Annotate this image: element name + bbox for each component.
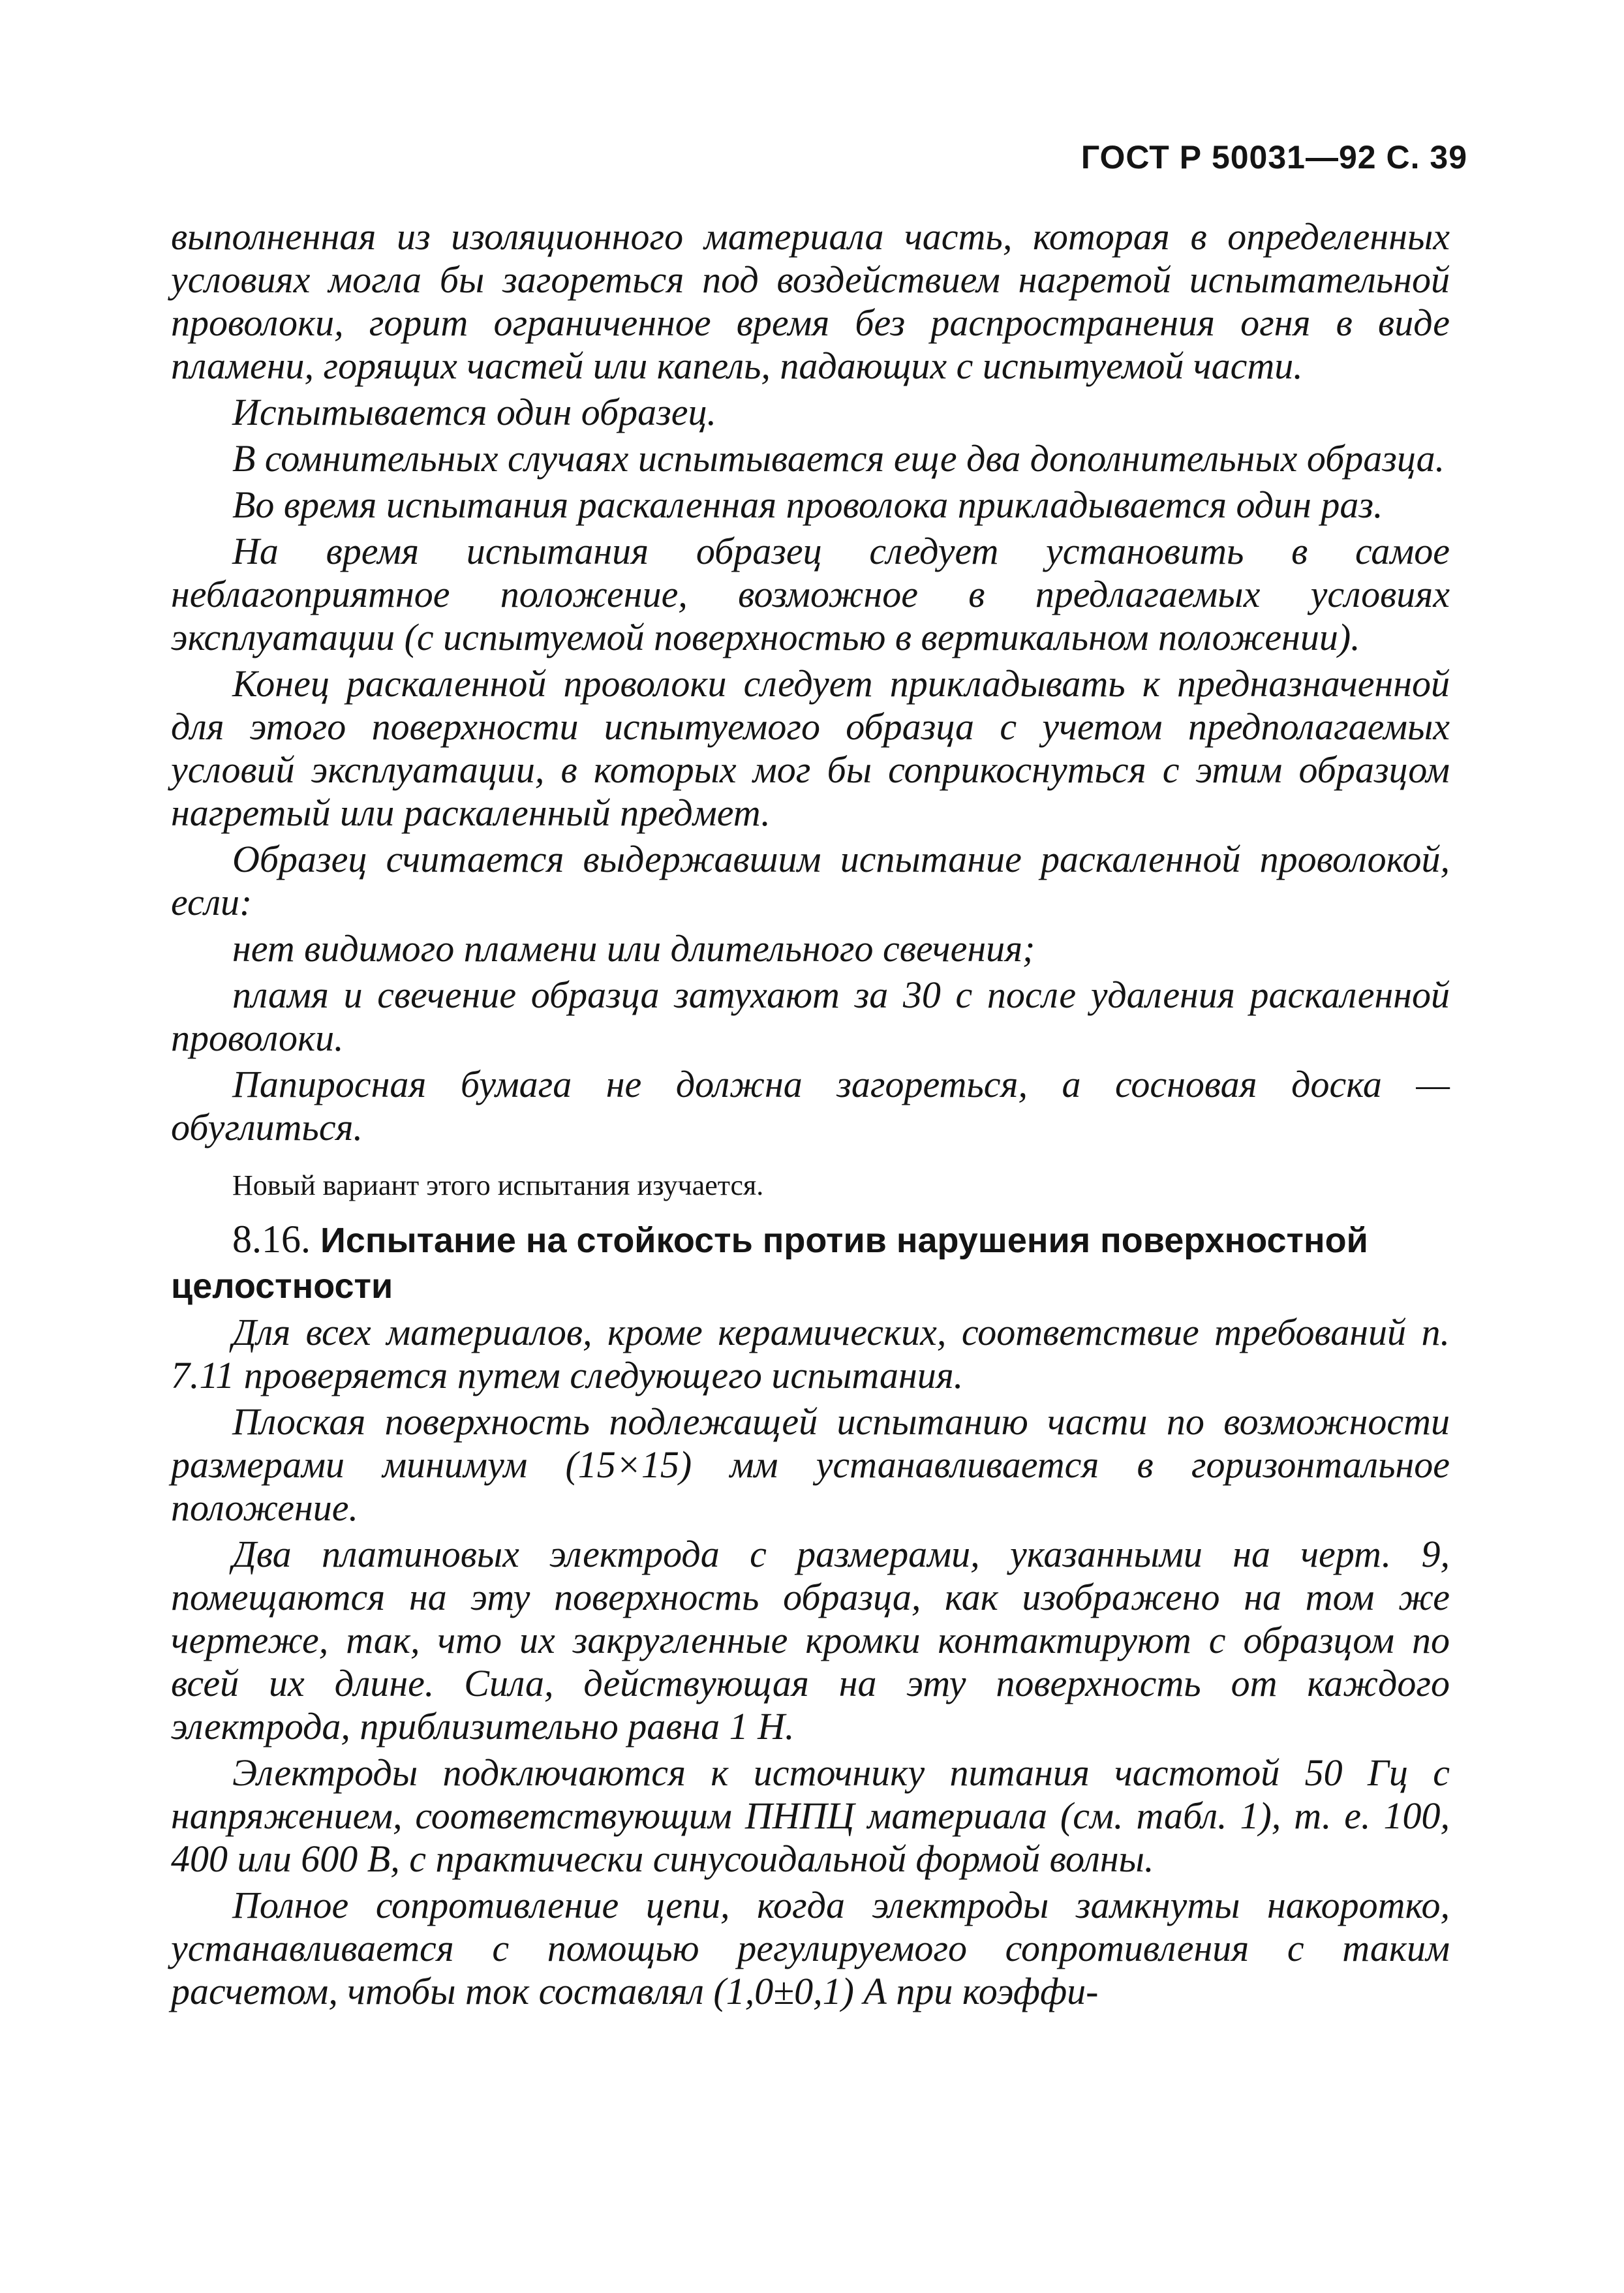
paragraph: Папиросная бумага не должна загореться, а сосновая доска — обуглиться. [171,1063,1450,1148]
paragraph: На время испытания образец следует установить в самое неблагоприятное положение, возможное в предлагаемых условиях эксплуатации (с испытуемой поверхностью в вертикальном положении). [171,530,1450,658]
paragraph: Во время испытания раскаленная проволока прикладывается один раз. [232,484,1383,526]
paragraph: Конец раскаленной проволоки следует прикладывать к предназначенной для этого поверхности испытуемого образца с учетом предполагаемых условий эксплуатации, в которых мог бы соприкоснуться с этим образцом нагретый или раскаленный предмет. [171,662,1450,834]
section-title: Испытание на стойкость против нарушения поверхностной целостности [171,1221,1368,1306]
paragraph: выполненная из изоляционного материала часть, которая в определенных условиях могла бы загореться под воздействием нагретой испытательной проволоки, горит ограниченное время без распространения огня в виде пламени, горящих частей или капель, падающих с испытуемой части. [171,215,1450,387]
paragraph: Два платиновых электрода с размерами, указанными на черт. 9, помещаются на эту поверхность образца, как изображено на том же чертеже, так, что их закругленные кромки контактируют с образцом по всей их длине. Сила, действующая на эту поверхность от каждого электрода, приблизительно равна 1 Н. [171,1533,1450,1747]
page-header: ГОСТ Р 50031—92 С. 39 [1080,139,1467,176]
paragraph: нет видимого пламени или длительного свечения; [232,927,1035,970]
paragraph: Испытывается один образец. [232,391,717,433]
paragraph: Полное сопротивление цепи, когда электроды замкнуты накоротко, устанавливается с помощью регулируемого сопротивления с таким расчетом, чтобы ток составлял (1,0±0,1) А при коэффи- [171,1884,1450,2012]
paragraph: Электроды подключаются к источнику питания частотой 50 Гц с напряжением, соответствующим ПНПЦ материала (см. табл. 1), т. е. 100, 400 или 600 В, с практически синусоидальной формой волны. [171,1751,1450,1880]
paragraph: В сомнительных случаях испытывается еще два дополнительных образца. [232,437,1445,480]
section-heading [171,1217,1450,1308]
document-body [171,215,1450,2016]
section-number: 8.16. [232,1218,311,1261]
paragraph: пламя и свечение образца затухают за 30 с после удаления раскаленной проволоки. [171,974,1450,1059]
paragraph: Плоская поверхность подлежащей испытанию части по возможности размерами минимум (15×15) мм устанавливается в горизонтальное положение. [171,1400,1450,1529]
paragraph: Образец считается выдержавшим испытание раскаленной проволокой, если: [171,838,1450,923]
paragraph: Для всех материалов, кроме керамических, соответствие требований п. 7.11 проверяется путем следующего испытания. [171,1311,1450,1396]
note: Новый вариант этого испытания изучается. [232,1169,764,1201]
